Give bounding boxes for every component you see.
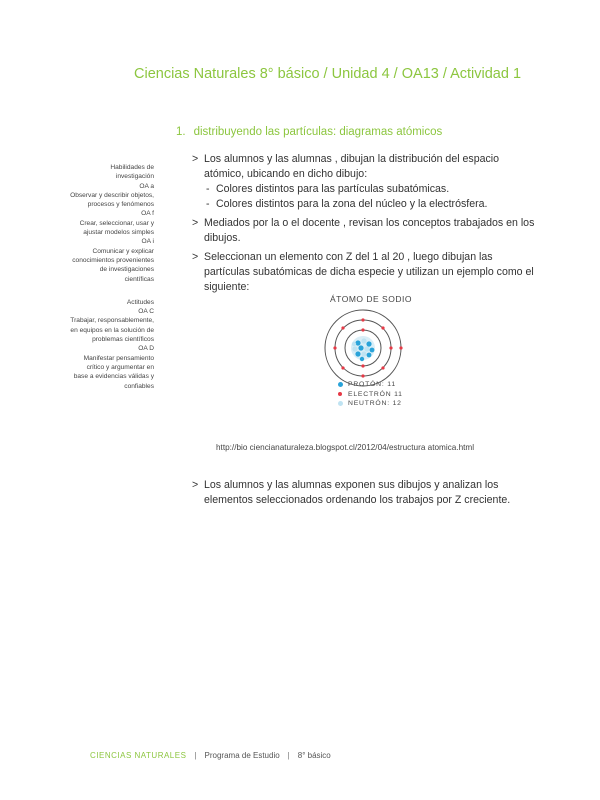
sidebar-line: Comunicar y explicar	[92, 247, 154, 255]
sidebar-line: crítico y argumentar en	[86, 363, 154, 371]
nucleus	[351, 336, 375, 361]
list-item-text: Seleccionan un elemento con Z del 1 al 20 , luego dibujan las partículas subatómicas de dicha especie y utilizan un ejemplo como el siguiente:	[204, 251, 534, 293]
sidebar-line: confiables	[124, 382, 154, 390]
sub-item-text: Colores distintos para la zona del núcleo y la electrósfera.	[216, 198, 488, 210]
sub-item	[192, 197, 537, 212]
legend-label: PROTÓN: 11	[348, 381, 396, 388]
footer-subject: CIENCIAS NATURALES	[90, 751, 187, 760]
sidebar-line: en equipos en la solución de	[70, 326, 154, 334]
list-item	[192, 216, 537, 246]
sidebar-line: Observar y describir objetos,	[70, 191, 154, 199]
section-heading	[176, 126, 442, 138]
neutron-dot-icon	[338, 401, 343, 406]
list-item-text: Los alumnos y las alumnas exponen sus dibujos y analizan los elementos seleccionados ordenando los trabajos por Z creciente.	[204, 479, 511, 506]
sidebar-line: científicas	[124, 275, 154, 283]
list-item	[192, 152, 537, 182]
activity-list	[192, 152, 537, 295]
sidebar-line: investigación	[115, 173, 154, 181]
footer-grade: 8° básico	[297, 751, 331, 760]
sidebar-line: Actitudes	[126, 298, 154, 306]
bullet-marker: >	[192, 251, 199, 263]
sidebar-line: Habilidades de	[110, 164, 154, 171]
list-item-text: Mediados por la o el docente , revisan los conceptos trabajados en los dibujos.	[204, 217, 535, 244]
sodium-atom-figure	[318, 294, 458, 388]
proton-dot-icon	[338, 382, 343, 387]
sidebar-line: OA a	[139, 182, 154, 190]
sidebar-line: OA f	[141, 210, 154, 218]
sidebar-line: Crear, seleccionar, usar y	[79, 219, 154, 227]
source-url: http://bio ciencianaturaleza.blogspot.cl/2012/04/estructura atomica.html	[216, 443, 475, 452]
sidebar-line: ajustar modelos simples	[83, 229, 154, 237]
sub-item	[192, 182, 537, 197]
sidebar-line: OA C	[138, 308, 154, 316]
figure-legend	[338, 380, 403, 409]
legend-entry	[338, 399, 403, 409]
list-item	[192, 478, 537, 508]
sidebar-line: OA i	[141, 238, 154, 246]
bullet-marker: >	[192, 217, 199, 229]
sidebar-line: OA D	[138, 345, 154, 353]
figure-title: ÁTOMO DE SODIO	[330, 294, 412, 304]
legend-label: ELECTRÓN 11	[348, 390, 403, 398]
bullet-marker: >	[192, 479, 199, 491]
sub-item-text: Colores distintos para las partículas subatómicas.	[216, 183, 450, 195]
footer-separator: |	[194, 751, 197, 760]
list-item-text: Los alumnos y las alumnas , dibujan la distribución del espacio atómico, ubicando en dicho dibujo:	[204, 153, 500, 180]
dash-marker: -	[206, 183, 210, 195]
legend-entry	[338, 380, 403, 390]
sidebar-line: de investigaciones	[99, 266, 154, 274]
sidebar-gap	[58, 284, 154, 298]
legend-entry	[338, 390, 403, 400]
page-footer	[90, 751, 331, 760]
sidebar-line: conocimientos provenientes	[72, 256, 154, 264]
sidebar-skills	[58, 163, 154, 391]
activity-list-continued	[192, 478, 537, 508]
atom-diagram-icon	[318, 308, 408, 388]
sidebar-line: Manifestar pensamiento	[83, 354, 154, 362]
footer-program: Programa de Estudio	[204, 751, 280, 760]
list-item	[192, 250, 537, 295]
sidebar-line: base a evidencias válidas y	[73, 373, 154, 381]
sidebar-line: Trabajar, responsablemente,	[70, 317, 154, 325]
section-title: distribuyendo las partículas: diagramas atómicos	[193, 126, 443, 138]
dash-marker: -	[206, 198, 210, 210]
electron-dot-icon	[338, 392, 342, 396]
bullet-marker: >	[192, 153, 199, 165]
sidebar-line: problemas científicos	[92, 336, 154, 344]
section-number: 1.	[176, 126, 186, 138]
legend-label: NEUTRÓN: 12	[348, 400, 402, 407]
sidebar-line: procesos y fenómenos	[87, 201, 154, 209]
footer-separator: |	[287, 751, 290, 760]
page-title: Ciencias Naturales 8° básico / Unidad 4 / OA13 / Actividad 1	[134, 66, 522, 82]
